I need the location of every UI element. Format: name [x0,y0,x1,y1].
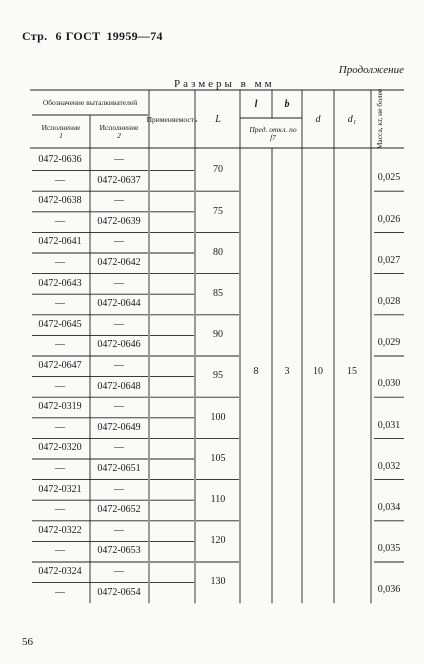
version2-cell: 0472-0654 [97,586,141,598]
version1-cell: 0472-0320 [38,442,82,454]
version2-cell: 0472-0646 [97,339,141,351]
version1-cell: — [55,215,65,227]
version1-cell: — [55,421,65,433]
page-label: Стр. [22,29,48,43]
version2-cell: 0472-0649 [97,421,141,433]
d-value: 10 [313,365,323,377]
version2-cell: 0472-0648 [97,380,141,392]
mass-header: Масса, кг, не более [375,88,384,150]
L-cell: 85 [213,287,223,299]
L-cell: 110 [210,493,226,505]
version1-label: Исполнение [41,123,81,133]
version1-cell: 0472-0643 [38,277,82,289]
version1-cell: 0472-0638 [38,195,82,207]
version2-cell: — [114,524,124,536]
version2-cell: — [114,401,124,413]
version1-cell: 0472-0645 [38,318,82,330]
L-cell: 70 [213,164,223,176]
version1-cell: — [55,586,65,598]
mass-cell: 0,031 [377,419,401,431]
tolerance-header: Пред. откл. по f7 [249,125,297,142]
version2-cell: 0472-0644 [97,298,141,310]
version2-cell: 0472-0639 [97,215,141,227]
version2-num: 2 [117,131,121,140]
version1-cell: 0472-0647 [38,360,82,372]
standard-number: 19959—74 [106,29,163,43]
version2-cell: — [114,566,124,578]
version1-cell: — [55,380,65,392]
version2-cell: — [114,236,124,248]
d-header: d [315,113,321,125]
mass-cell: 0,030 [377,378,401,390]
version2-cell: 0472-0637 [97,174,141,186]
b-value: 3 [284,365,290,377]
L-cell: 90 [213,329,223,341]
mass-cell: 0,027 [377,254,401,266]
mass-cell: 0,034 [377,501,401,513]
L-cell: 120 [210,535,226,547]
page-number: 56 [22,636,33,648]
version2-cell: — [114,318,124,330]
L-cell: 130 [210,576,226,588]
mass-cell: 0,026 [377,213,401,225]
version1-cell: — [55,463,65,475]
version1-header [32,117,90,147]
version2-cell: 0472-0642 [97,257,141,269]
designation-header: Обозначение выталкивателей [42,98,138,108]
version1-cell: — [55,339,65,351]
d1-header: d₁ [347,113,357,125]
version1-cell: — [55,298,65,310]
version1-cell: 0472-0324 [38,566,82,578]
gost-label: ГОСТ [65,29,101,43]
continued-label: Продолжение [338,64,404,76]
version2-cell: — [114,154,124,166]
b-header: b [284,98,290,110]
sizes-title: Размеры в мм [174,78,275,90]
mass-cell: 0,036 [377,584,401,596]
mass-cell: 0,032 [377,460,401,472]
version2-cell: 0472-0652 [97,504,141,516]
version1-cell: 0472-0322 [38,524,82,536]
L-cell: 80 [213,246,223,258]
L-header: L [215,113,221,125]
mass-cell: 0,035 [377,543,401,555]
version1-cell: 0472-0321 [38,483,82,495]
l-value: 8 [253,365,259,377]
version1-cell: — [55,257,65,269]
d1-value: 15 [347,365,357,377]
L-cell: 95 [213,370,223,382]
version1-num: 1 [59,131,63,140]
version1-cell: — [55,174,65,186]
L-cell: 100 [210,411,226,423]
version2-cell: — [114,360,124,372]
mass-cell: 0,029 [377,337,401,349]
version2-cell: — [114,442,124,454]
version1-cell: 0472-0319 [38,401,82,413]
version1-cell: 0472-0636 [38,154,82,166]
page-header-number: 6 [55,29,62,43]
version2-label: Исполнение [99,123,139,133]
version2-cell: — [114,277,124,289]
version2-cell: 0472-0651 [97,463,141,475]
mass-cell: 0,028 [377,295,401,307]
version1-cell: — [55,545,65,557]
mass-cell: 0,025 [377,172,401,184]
version2-cell: — [114,195,124,207]
L-cell: 105 [210,452,226,464]
version2-cell: 0472-0653 [97,545,141,557]
version2-cell: — [114,483,124,495]
l-header: l [254,98,258,110]
version1-cell: — [55,504,65,516]
version1-cell: 0472-0641 [38,236,82,248]
L-cell: 75 [213,205,223,217]
version2-header [90,117,148,147]
application-header: Применяемость [146,115,198,125]
